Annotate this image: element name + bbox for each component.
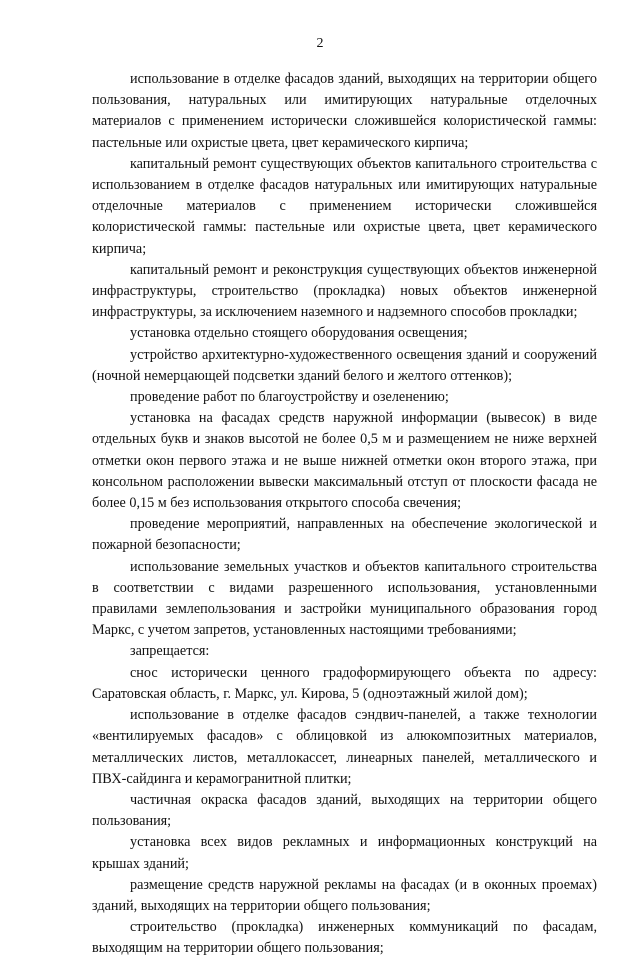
paragraph: капитальный ремонт и реконструкция существующих объектов инженерной инфраструктуры, строительство (прокладка) новых объектов инженерной инфраструктуры, за исключением наземного и надземного способов прокладки; (92, 261, 597, 321)
paragraph: установка всех видов рекламных и информационных конструкций на крышах зданий; (92, 834, 597, 872)
paragraph: установка отдельно стоящего оборудования освещения; (130, 325, 468, 342)
paragraph: устройство архитектурно-художественного освещения зданий и сооружений (ночной немерцающей подсветки зданий белого и желтого оттенков); (92, 346, 597, 384)
paragraph: проведение мероприятий, направленных на обеспечение экологической и пожарной безопасности; (92, 516, 597, 554)
paragraph: частичная окраска фасадов зданий, выходящих на территории общего пользования; (92, 791, 597, 830)
paragraph: проведение работ по благоустройству и озеленению; (130, 389, 449, 406)
paragraph: использование в отделке фасадов сэндвич-панелей, а также технологии «вентилируемых фасадов» с облицовкой из алюкомпозитных материалов, металлических листов, металлокассет, линеарных панелей, металлического и ПВХ-сайдинга и керамогранитной плитки; (92, 707, 597, 787)
paragraph: запрещается: (130, 643, 210, 660)
page-number: 2 (316, 36, 324, 51)
paragraph: капитальный ремонт существующих объектов капитального строительства с использованием в отделке фасадов натуральных или имитирующих натуральные отделочные материалов с применением исторически сложившейся колористической гаммы: пастельные или охристые цвета, цвет керамического кирпича; (92, 155, 597, 257)
paragraph: установка на фасадах средств наружной информации (вывесок) в виде отдельных букв и знаков высотой не более 0,5 м и размещением не ниже верхней отметки окон первого этажа и не выше нижней отметки окон второго этажа, при консольном расположении вывески максимальный отступ от плоскости фасада не более 0,15 м без использования открытого способа свечения; (92, 410, 597, 512)
document-body (92, 69, 597, 960)
paragraph: снос исторически ценного градоформирующего объекта по адресу: Саратовская область, г. Маркс, ул. Кирова, 5 (одноэтажный жилой дом); (92, 664, 597, 702)
paragraph: использование в отделке фасадов зданий, выходящих на территории общего пользования, натуральных или имитирующих натуральные отделочных материалов с применением исторически сложившейся колористической гаммы: пастельные или охристые цвета, цвет керамического кирпича; (92, 71, 597, 151)
paragraph: использование земельных участков и объектов капитального строительства в соответствии с видами разрешенного использования, установленными правилами землепользования и застройки муниципального образования город Маркс, с учетом запретов, установленных настоящими требованиями; (92, 558, 597, 639)
paragraph: строительство (прокладка) инженерных коммуникаций по фасадам, выходящим на территории общего пользования; (92, 919, 597, 957)
paragraph: размещение средств наружной рекламы на фасадах (и в оконных проемах) зданий, выходящих на территории общего пользования; (92, 876, 597, 914)
